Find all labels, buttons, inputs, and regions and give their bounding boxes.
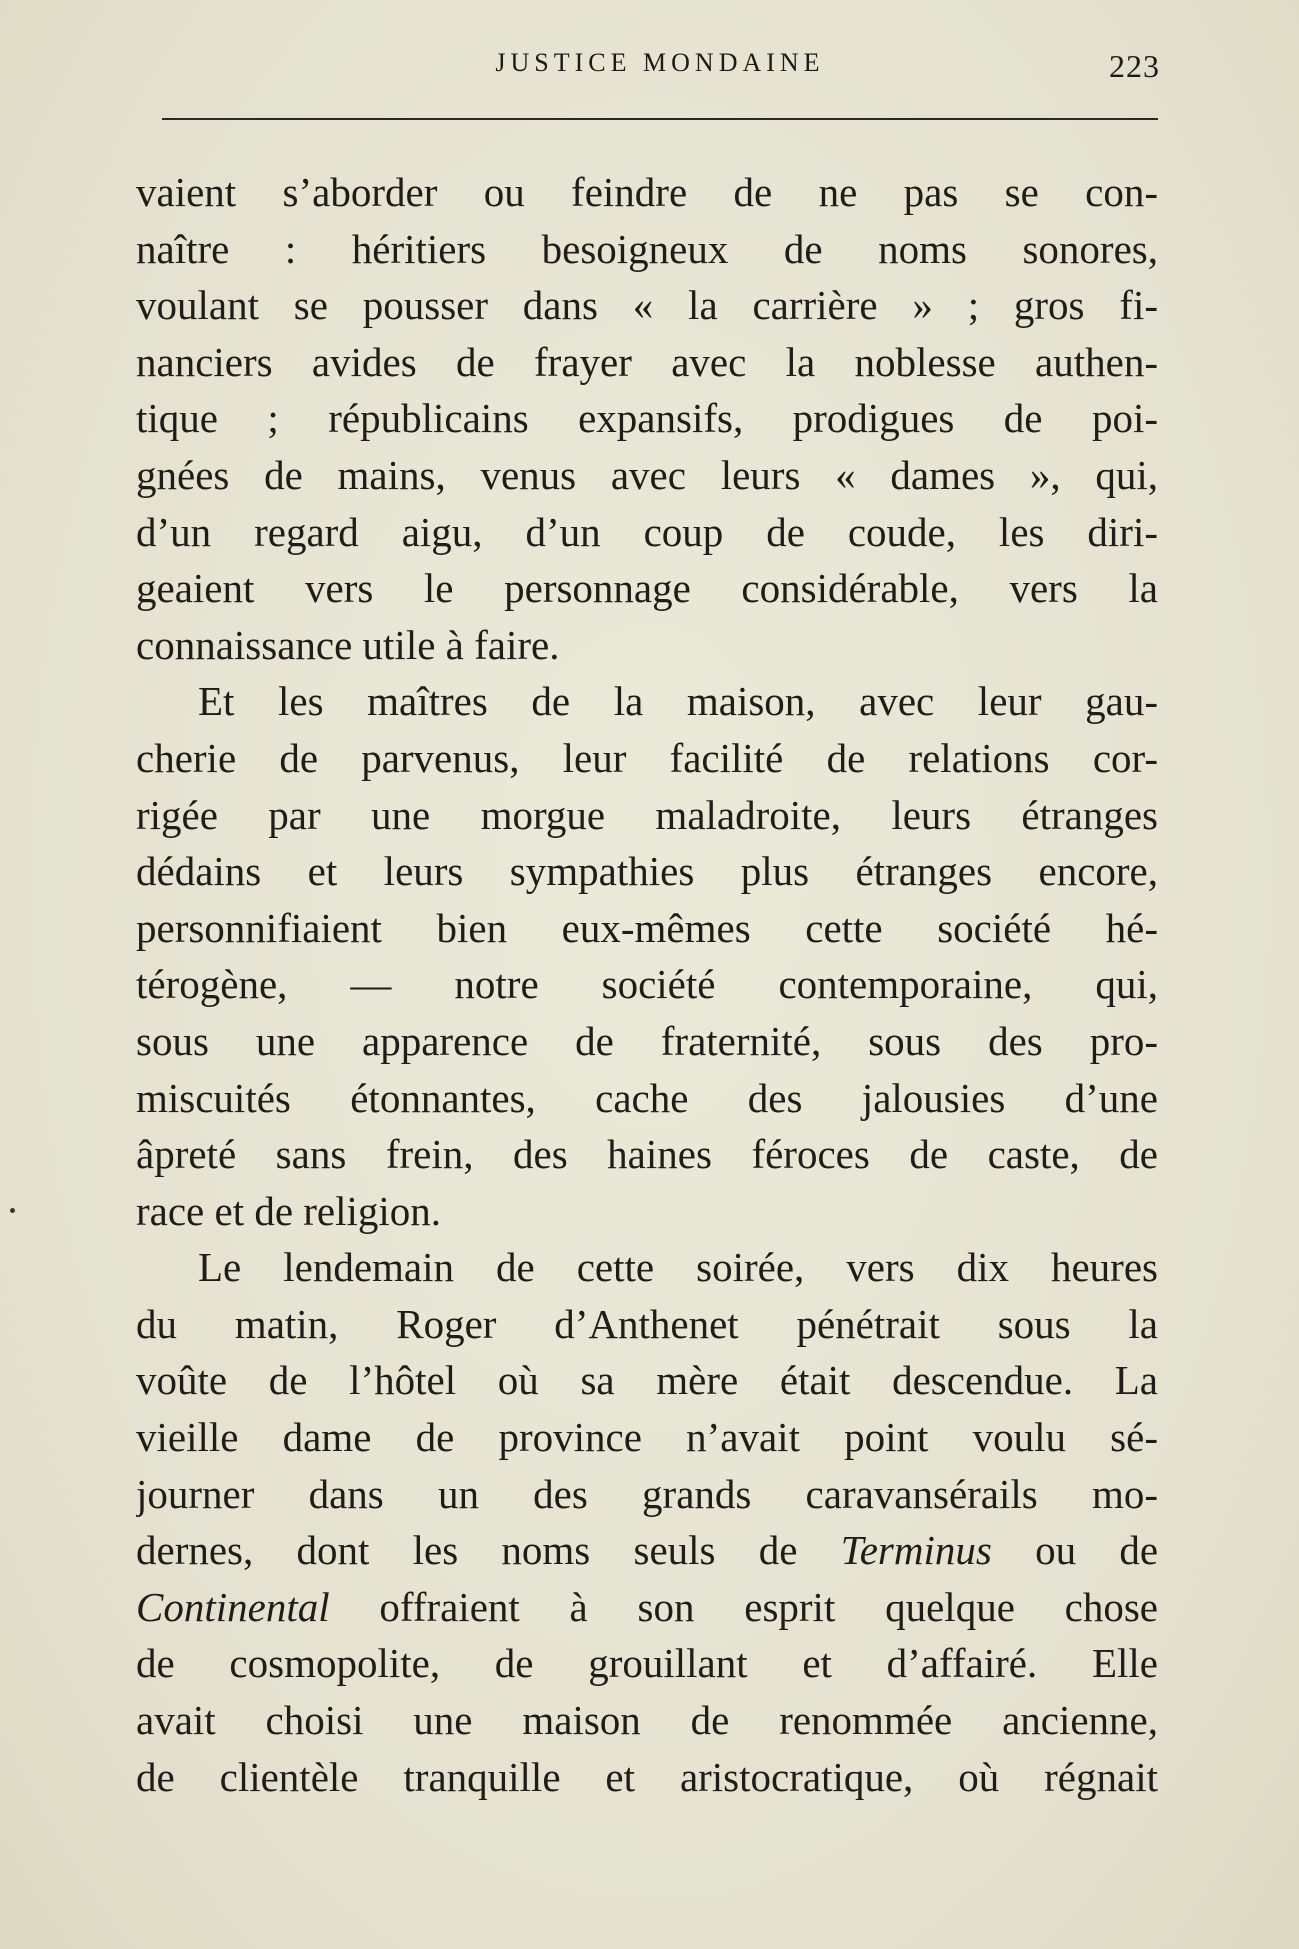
text-line: gnées de mains, venus avec leurs « dames », qui, [136, 451, 1158, 498]
text-line: vieille dame de province n’avait point voulu sé- [136, 1414, 1158, 1461]
italic-term: Terminus [840, 1527, 992, 1574]
text-line: sous une apparence de fraternité, sous des pro- [136, 1017, 1158, 1064]
text-line: rigée par une morgue maladroite, leurs étranges [136, 791, 1158, 838]
italic-term: Continental [136, 1583, 330, 1630]
text-segment: dernes, dont les noms seuls de [136, 1527, 798, 1574]
text-line: avait choisi une maison de renommée ancienne, [136, 1697, 1158, 1744]
text-line: voulant se pousser dans « la carrière » ; gros fi- [136, 282, 1158, 329]
header-rule [162, 118, 1158, 120]
text-line: d’un regard aigu, d’un coup de coude, les diri- [136, 508, 1158, 555]
text-line: nanciers avides de frayer avec la noblesse authen- [136, 338, 1158, 385]
text-line: connaissance utile à faire. [136, 621, 560, 668]
text-line: voûte de l’hôtel où sa mère était descendue. La [136, 1357, 1158, 1404]
text-line: tique ; républicains expansifs, prodigues de poi- [136, 395, 1158, 442]
running-title: JUSTICE MONDAINE [495, 48, 825, 77]
text-line: térogène, — notre société contemporaine, qui, [136, 961, 1158, 1008]
text-line: de cosmopolite, de grouillant et d’affairé. Elle [136, 1640, 1158, 1687]
paper-speck [10, 1208, 15, 1213]
text-line: race et de religion. [136, 1187, 442, 1234]
text-line: naître : héritiers besoigneux de noms sonores, [136, 225, 1158, 272]
text-line: de clientèle tranquille et aristocratique, où régnait [136, 1753, 1158, 1800]
text-line: geaient vers le personnage considérable, vers la [136, 565, 1158, 612]
text-line: miscuités étonnantes, cache des jalousies d’une [136, 1074, 1158, 1121]
text-segment: offraient à son esprit quelque chose [379, 1583, 1158, 1630]
text-line [136, 1579, 1158, 1636]
running-head [160, 48, 1160, 88]
text-line: journer dans un des grands caravansérails mo- [136, 1470, 1158, 1517]
text-line: vaient s’aborder ou feindre de ne pas se con- [136, 169, 1158, 215]
text-line: Le lendemain de cette soirée, vers dix heures [198, 1244, 1158, 1291]
text-line [136, 1522, 1158, 1579]
text-line: Et les maîtres de la maison, avec leur gau- [198, 678, 1158, 725]
text-line: dédains et leurs sympathies plus étranges encore, [136, 848, 1158, 895]
text-line: âpreté sans frein, des haines féroces de caste, de [136, 1131, 1158, 1178]
text-segment: ou de [1035, 1527, 1158, 1574]
text-line: du matin, Roger d’Anthenet pénétrait sous la [136, 1300, 1158, 1347]
text-line: personnifiaient bien eux-mêmes cette société hé- [136, 904, 1158, 951]
page-number: 223 [1109, 48, 1160, 84]
text-line: cherie de parvenus, leur facilité de relations cor- [136, 734, 1158, 781]
body-text [136, 164, 1158, 1805]
